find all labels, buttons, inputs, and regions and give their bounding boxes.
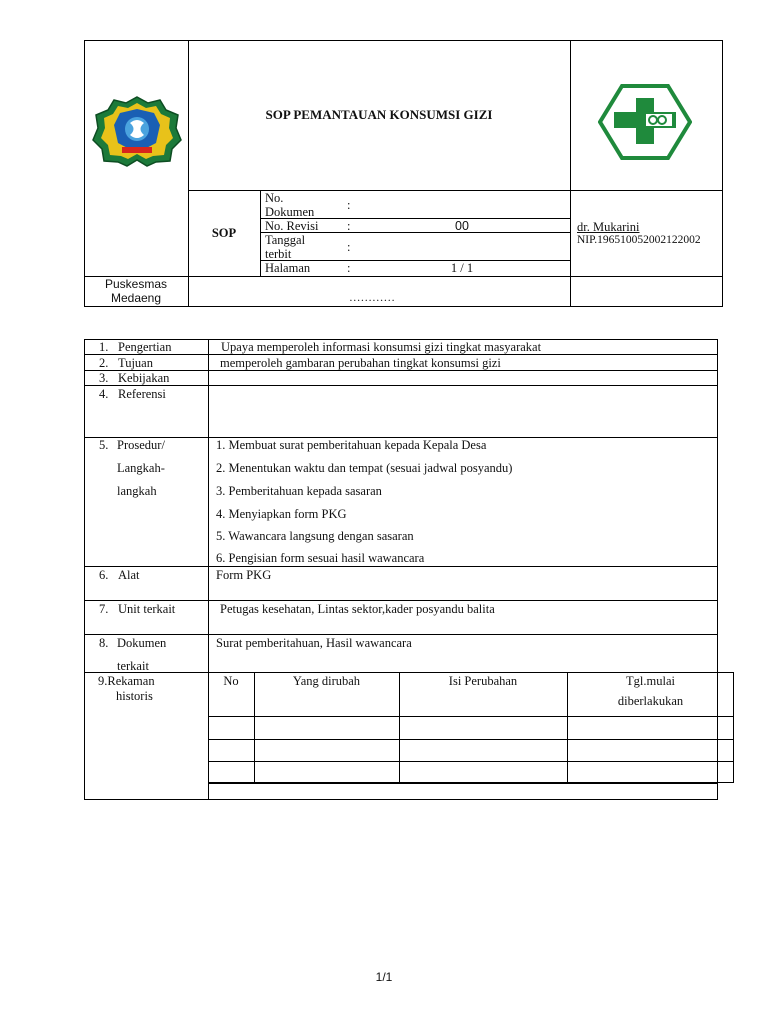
row-value: Upaya memperoleh informasi konsumsi gizi tingkat masyarakat: [221, 340, 542, 354]
procedure-step: 2. Menentukan waktu dan tempat (sesuai jadwal posyandu): [216, 461, 513, 475]
procedure-step: 5. Wawancara langsung dengan sasaran: [216, 529, 414, 543]
history-row-line: [208, 761, 734, 762]
row-label: Pengertian: [118, 340, 172, 354]
signer-nip: NIP.196510052002122002: [577, 234, 701, 246]
header-divider: [188, 40, 189, 307]
row-label: historis: [116, 689, 153, 703]
table-row-line: [84, 370, 718, 371]
field-separator: :: [347, 198, 351, 212]
field-value: 1 / 1: [450, 261, 474, 275]
org-name-line1: Puskesmas: [104, 277, 168, 291]
table-row-line: [84, 354, 718, 355]
history-row-line: [208, 739, 734, 740]
procedure-step: 6. Pengisian form sesuai hasil wawancara: [216, 551, 425, 565]
history-col-header: Yang dirubah: [292, 674, 361, 688]
colon-mark: [344, 190, 362, 191]
table-row-line: [84, 566, 718, 567]
header-divider: [570, 40, 571, 307]
row-label: Unit terkait: [118, 602, 176, 616]
row-label: Langkah-: [117, 461, 165, 475]
field-label: No. Dokumen: [265, 191, 315, 219]
history-col-line: [399, 672, 400, 783]
sop-label: SOP: [211, 226, 237, 240]
procedure-step: 1. Membuat surat pemberitahuan kepada Kepala Desa: [216, 438, 487, 452]
field-label: No. Revisi: [265, 219, 319, 233]
header-table: [84, 40, 723, 307]
table-row-line: [84, 634, 718, 635]
history-col-line: [254, 672, 255, 783]
row-value: Petugas kesehatan, Lintas sektor,kader posyandu balita: [220, 602, 495, 616]
field-label: Halaman: [265, 261, 311, 275]
dotted-placeholder: …………: [349, 292, 395, 304]
row-label: langkah: [117, 484, 157, 498]
org-name-line2: Medaeng: [110, 291, 162, 305]
row-label: Tujuan: [118, 356, 153, 370]
field-separator: :: [347, 261, 351, 275]
history-row-line: [208, 716, 734, 717]
history-col-header: diberlakukan: [617, 694, 684, 708]
row-number: 8.: [99, 636, 109, 650]
row-number: 6.: [99, 568, 109, 582]
row-number: 4.: [99, 387, 109, 401]
row-label: Referensi: [118, 387, 166, 401]
history-col-header: No: [223, 674, 239, 688]
row-number: 2.: [99, 356, 109, 370]
row-label: Prosedur/: [117, 438, 165, 452]
row-number: 7.: [99, 602, 109, 616]
row-number: 1.: [99, 340, 109, 354]
row-label: Alat: [118, 568, 140, 582]
document-title: SOP PEMANTAUAN KONSUMSI GIZI: [265, 107, 493, 122]
row-value: memperoleh gambaran perubahan tingkat konsumsi gizi: [220, 356, 501, 370]
history-col-line: [567, 672, 568, 783]
field-separator: :: [347, 219, 351, 233]
table-row-line: [208, 783, 718, 784]
field-separator: :: [347, 240, 351, 254]
row-label: terkait: [117, 659, 149, 673]
row-number: 5.: [99, 438, 109, 452]
page-number: 1/1: [375, 970, 393, 984]
table-row-line: [84, 385, 718, 386]
signer-name: dr. Mukarini: [577, 220, 640, 234]
row-value: Surat pemberitahuan, Hasil wawancara: [216, 636, 412, 650]
procedure-step: 3. Pemberitahuan kepada sasaran: [216, 484, 382, 498]
procedure-step: 4. Menyiapkan form PKG: [216, 507, 347, 521]
row-label: Dokumen: [117, 636, 167, 650]
row-label: 9.Rekaman: [98, 674, 155, 688]
field-value: 00: [455, 219, 469, 233]
header-divider: [260, 190, 261, 276]
history-col-header: Tgl.mulai: [626, 674, 675, 688]
row-number: 3.: [99, 371, 109, 385]
table-row-line: [84, 600, 718, 601]
history-col-header: Isi Perubahan: [448, 674, 518, 688]
puskesmas-logo-icon: [598, 84, 692, 160]
row-label: Kebijakan: [118, 371, 170, 385]
regional-emblem-icon: [92, 95, 182, 167]
field-label: Tanggal terbit: [265, 233, 306, 261]
history-table: [208, 672, 734, 783]
row-value: Form PKG: [216, 568, 272, 582]
